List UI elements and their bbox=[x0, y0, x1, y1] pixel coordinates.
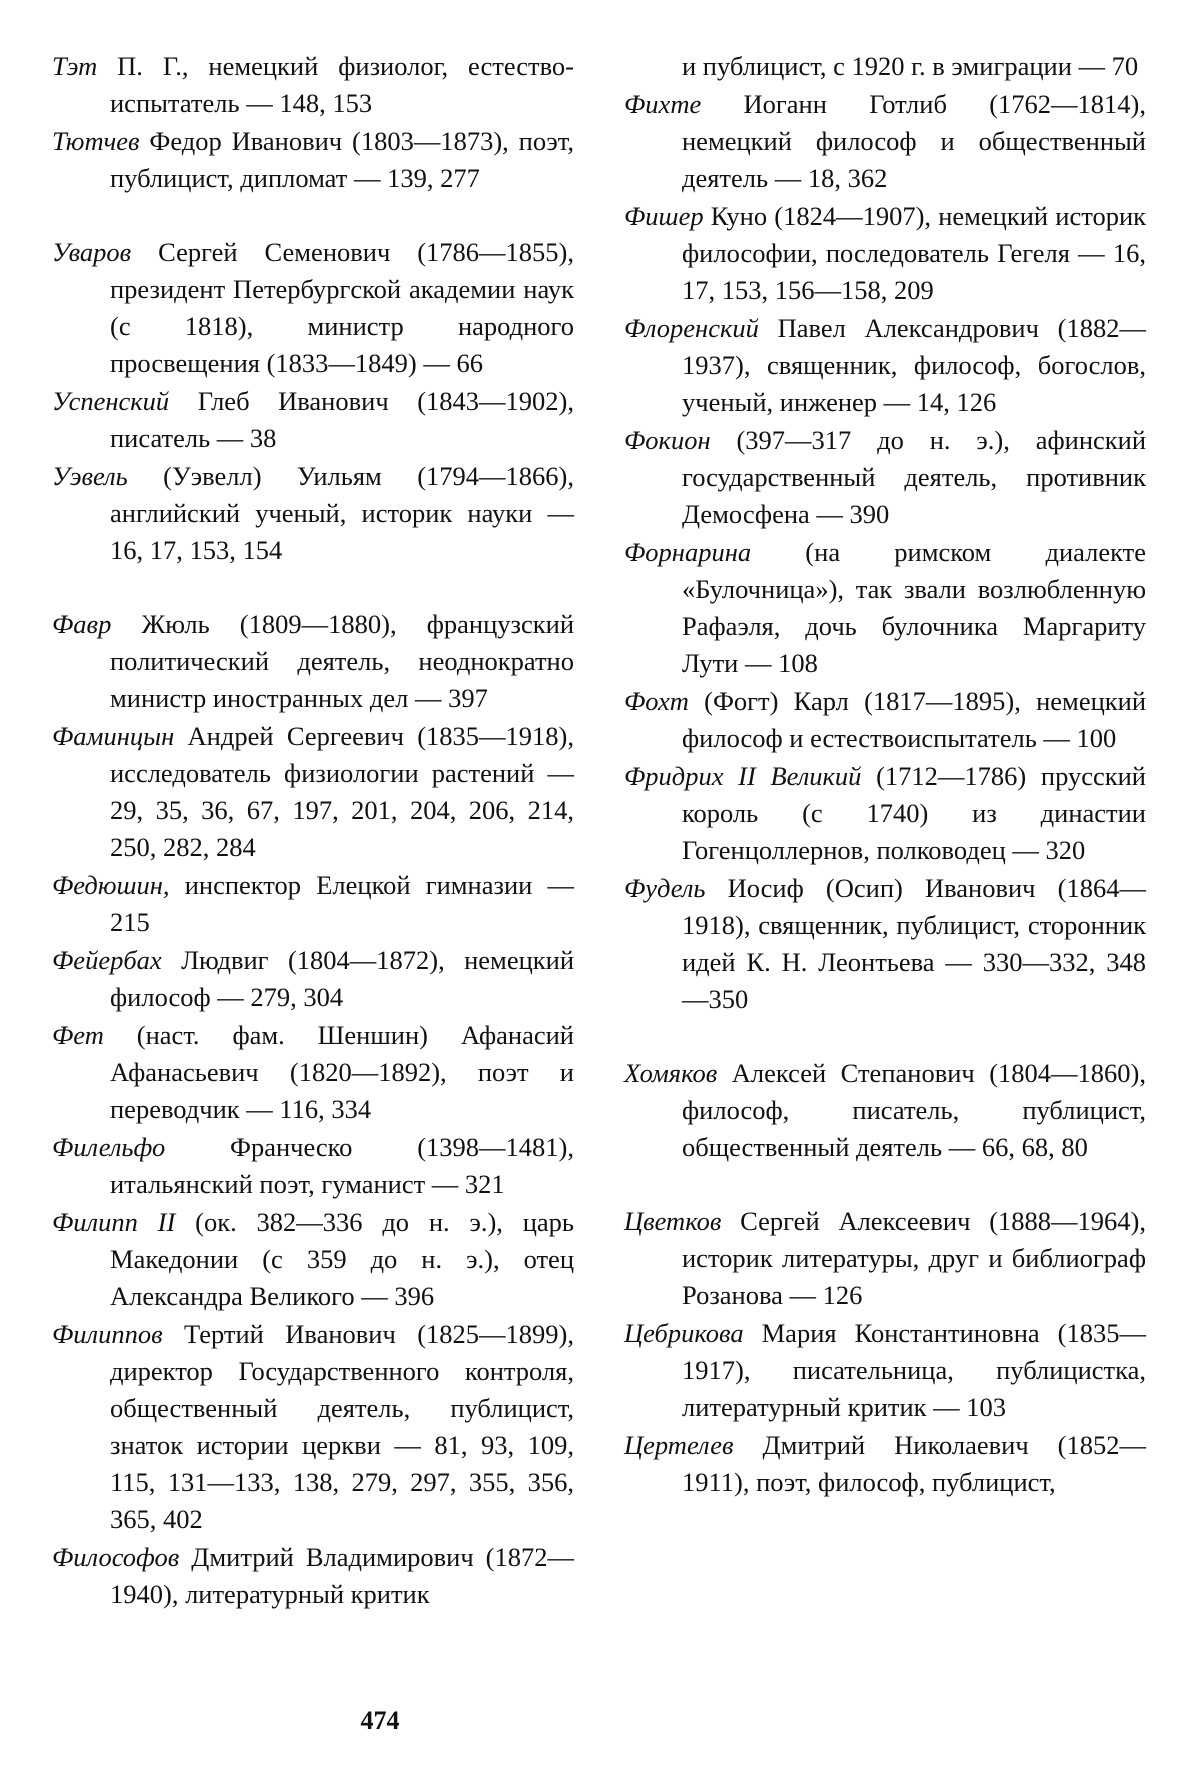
entry-text: (на римском диалекте «Булочница»), так звали возлюбленную Рафаэля, дочь булочника Маргариту Лути — 108 bbox=[682, 537, 1146, 678]
entry-text: (1712—1786) прусский король (с 1740) из династии Гогенцоллернов, полководец — 320 bbox=[682, 761, 1146, 865]
index-entry bbox=[52, 234, 574, 382]
index-entry bbox=[624, 198, 1146, 309]
entry-name: Уэвель bbox=[52, 461, 128, 491]
index-entry bbox=[52, 383, 574, 457]
entry-name: Хомяков bbox=[624, 1058, 718, 1088]
entry-text: (ок. 382—336 до н. э.), царь Македонии (с 359 до н. э.), отец Александра Великого — 396 bbox=[110, 1207, 575, 1311]
index-entry bbox=[624, 1315, 1146, 1426]
entry-text: Тертий Иванович (1825—1899), директор Государственного контроля, общественный деятель, публицист, знаток истории церкви — 81, 93, 109, 115, 131—133, 138, 279, 297, 355, 356, 365, 402 bbox=[110, 1319, 574, 1534]
entry-name: Фохт bbox=[624, 686, 689, 716]
index-entry bbox=[52, 1204, 574, 1315]
entry-name: Флоренский bbox=[624, 313, 759, 343]
index-entry bbox=[52, 867, 574, 941]
entry-text: Алексей Степанович (1804—1860), философ, писатель, публицист, общественный деятель — 66, 68, 80 bbox=[682, 1058, 1146, 1162]
page-number: 474 bbox=[360, 1706, 400, 1735]
index-entry bbox=[624, 1427, 1146, 1501]
entry-text: Мария Константиновна (1835—1917), писательница, публицистка, литературный критик — 103 bbox=[682, 1318, 1146, 1422]
entry-text: инспектор Елецкой гимназии — 215 bbox=[110, 870, 574, 937]
entry-name: Цветков bbox=[624, 1206, 722, 1236]
entry-name: Фейербах bbox=[52, 945, 162, 975]
entry-name: Фавр bbox=[52, 609, 112, 639]
index-entry bbox=[624, 870, 1146, 1018]
entry-text: Федор Иванович (1803—1873), поэт, публицист, дипломат — 139, 277 bbox=[110, 126, 574, 193]
entry-name: Филиппов bbox=[52, 1319, 163, 1349]
entry-text: (397—317 до н. э.), афинский государственный деятель, противник Демосфена — 390 bbox=[682, 425, 1146, 529]
index-entry bbox=[624, 422, 1146, 533]
entry-text: Франческо (1398—1481), итальянский поэт, гуманист — 321 bbox=[110, 1132, 574, 1199]
index-entry bbox=[52, 123, 574, 197]
entry-name: Цебрикова bbox=[624, 1318, 744, 1348]
entry-text: Дмитрий Николаевич (1852—1911), поэт, философ, публицист, bbox=[682, 1430, 1146, 1497]
entry-name: Филельфо bbox=[52, 1132, 166, 1162]
index-entry bbox=[52, 48, 574, 122]
right-column bbox=[624, 48, 1146, 1502]
entry-name: Фишер bbox=[624, 201, 704, 231]
entry-name: Тютчев bbox=[52, 126, 140, 156]
entry-text: Павел Александрович (1882—1937), священник, философ, богослов, ученый, инженер — 14, 126 bbox=[682, 313, 1146, 417]
entry-name: Фокион bbox=[624, 425, 711, 455]
index-entry bbox=[624, 758, 1146, 869]
index-entry bbox=[52, 1129, 574, 1203]
entry-text: Дмитрий Владимирович (1872—1940), литературный критик bbox=[110, 1542, 574, 1609]
index-entry bbox=[52, 606, 574, 717]
entry-text: Иоганн Готлиб (1762—1814), немецкий философ и общественный деятель — 18, 362 bbox=[682, 89, 1146, 193]
index-entry bbox=[624, 86, 1146, 197]
entry-text: (Уэвелл) Уильям (1794—1866), английский ученый, историк науки — 16, 17, 153, 154 bbox=[110, 461, 574, 565]
entry-name: Федюшин, bbox=[52, 870, 170, 900]
entry-name: Филипп II bbox=[52, 1207, 176, 1237]
entry-name: Фет bbox=[52, 1020, 104, 1050]
index-entry bbox=[52, 458, 574, 569]
index-entry bbox=[52, 942, 574, 1016]
entry-text: и публицист, с 1920 г. в эмиграции — 70 bbox=[682, 51, 1139, 81]
index-entry bbox=[52, 1017, 574, 1128]
left-column bbox=[52, 48, 574, 1614]
index-entry bbox=[52, 718, 574, 866]
entry-text: Сергей Семенович (1786—1855), президент Петербургской академии наук (с 1818), министр народного просвещения (1833—1849) — 66 bbox=[110, 237, 574, 378]
index-entry bbox=[52, 1316, 574, 1538]
entry-text: (Фогт) Карл (1817—1895), немецкий философ и естествоиспытатель — 100 bbox=[682, 686, 1146, 753]
index-entry bbox=[52, 1539, 574, 1613]
entry-name: Тэт bbox=[52, 51, 98, 81]
entry-text: Глеб Иванович (1843—1902), писатель — 38 bbox=[110, 386, 574, 453]
entry-name: Уваров bbox=[52, 237, 132, 267]
entry-text: Андрей Сергеевич (1835—1918), исследователь физиологии растений — 29, 35, 36, 67, 197, 201, 204, 206, 214, 250, 282, 284 bbox=[110, 721, 574, 862]
index-entry bbox=[624, 310, 1146, 421]
entry-name: Цертелев bbox=[624, 1430, 734, 1460]
entry-text: Куно (1824—1907), немецкий историк философии, последователь Гегеля — 16, 17, 153, 156—158, 209 bbox=[682, 201, 1146, 305]
entry-text: Людвиг (1804—1872), немецкий философ — 279, 304 bbox=[110, 945, 574, 1012]
entry-name: Успенский bbox=[52, 386, 170, 416]
entry-name: Фаминцын bbox=[52, 721, 175, 751]
entry-text: Жюль (1809—1880), французский политический деятель, неоднократно министр иностранных дел — 397 bbox=[110, 609, 574, 713]
index-entry bbox=[624, 683, 1146, 757]
entry-name: Философов bbox=[52, 1542, 180, 1572]
entry-name: Фудель bbox=[624, 873, 706, 903]
entry-name: Форнарина bbox=[624, 537, 752, 567]
index-entry bbox=[624, 1055, 1146, 1166]
entry-text: Сергей Алексеевич (1888—1964), историк литературы, друг и библиограф Розанова — 126 bbox=[682, 1206, 1146, 1310]
entry-name: Фридрих II Великий bbox=[624, 761, 862, 791]
entry-text: Иосиф (Осип) Иванович (1864—1918), священник, публицист, сторонник идей К. Н. Леонтьева — 330—332, 348—350 bbox=[682, 873, 1146, 1014]
index-entry bbox=[624, 534, 1146, 682]
entry-text: (наст. фам. Шеншин) Афанасий Афанасьевич (1820—1892), поэт и переводчик — 116, 334 bbox=[103, 1020, 574, 1124]
entry-name: Фихте bbox=[624, 89, 702, 119]
index-entry bbox=[624, 48, 1146, 85]
entry-text: П. Г., немецкий физиолог, естество-испытатель — 148, 153 bbox=[97, 51, 574, 118]
index-entry bbox=[624, 1203, 1146, 1314]
